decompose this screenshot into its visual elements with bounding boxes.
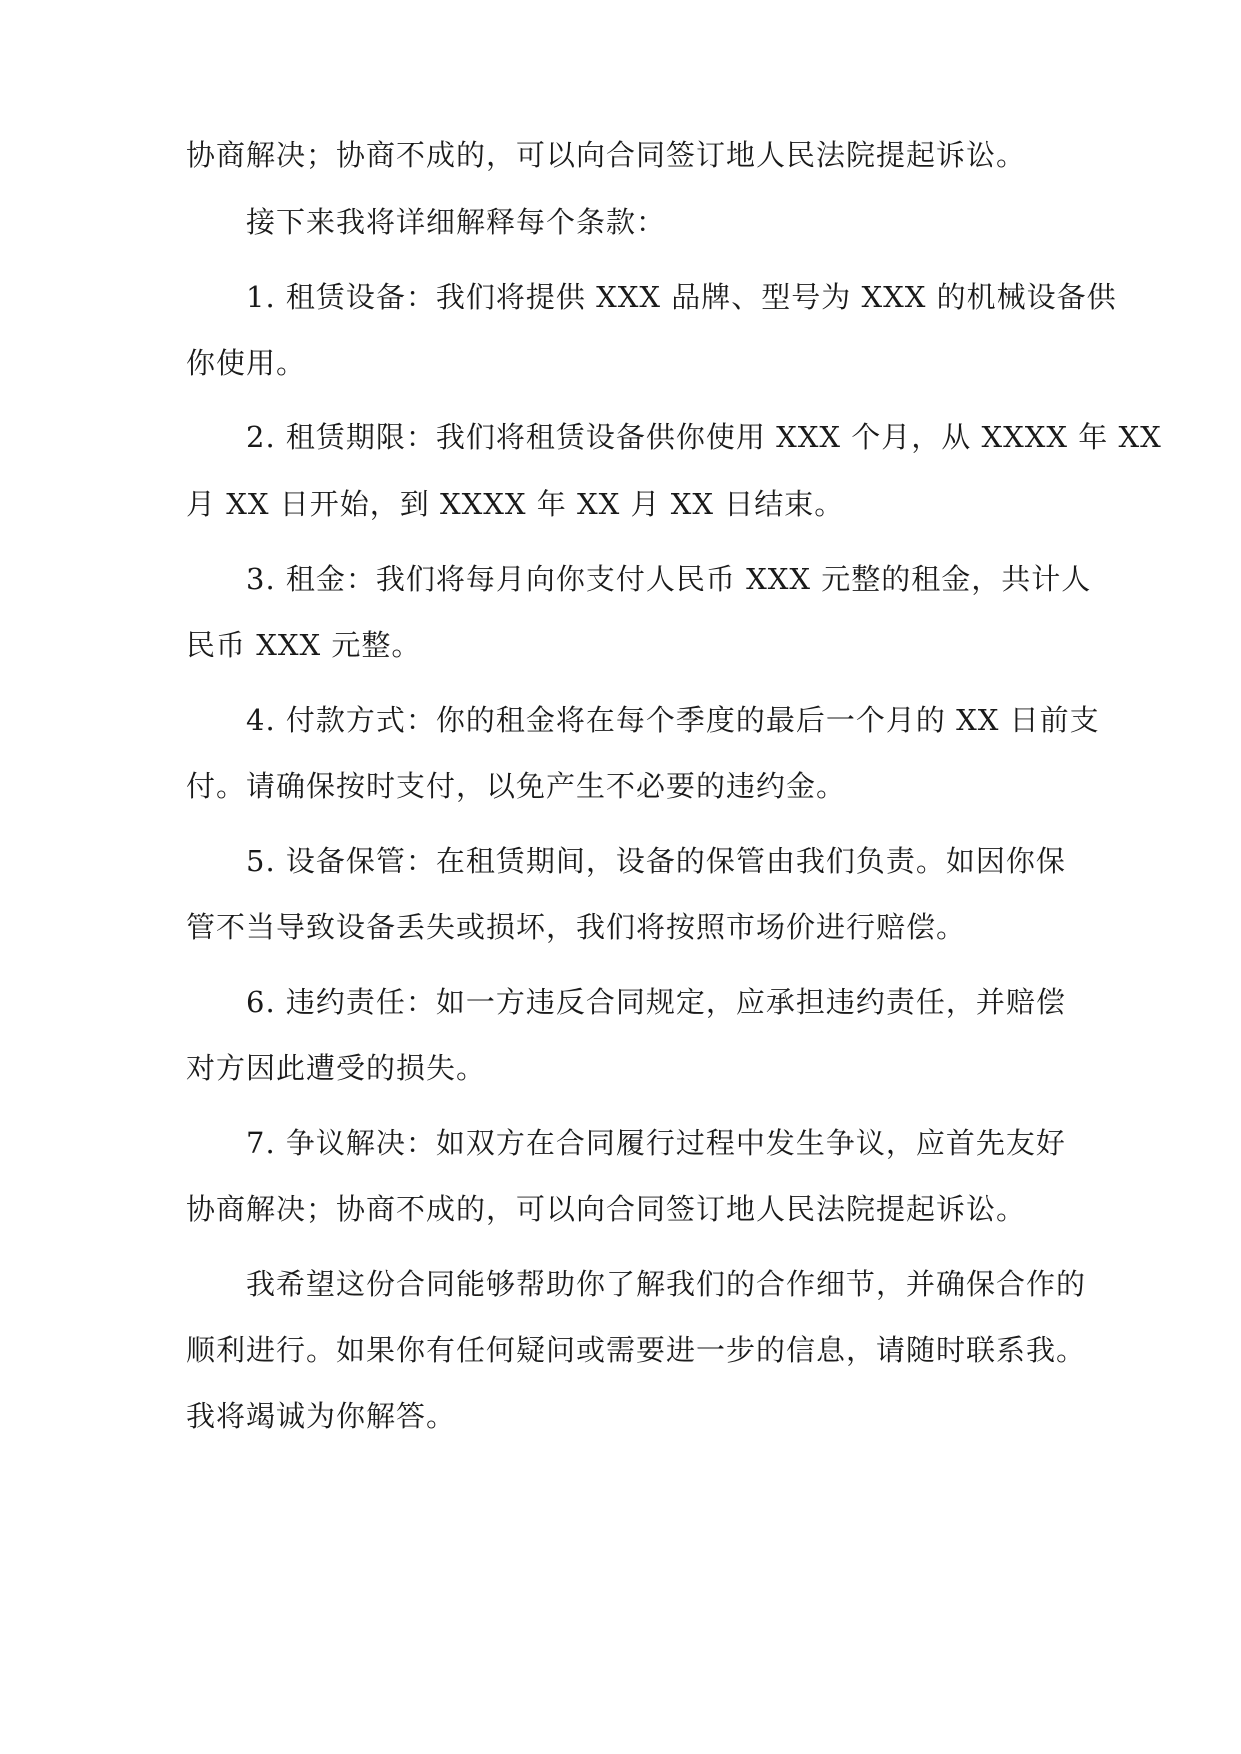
- text-line-11: 5. 设备保管：在租赁期间，设备的保管由我们负责。如因你保: [246, 844, 1066, 878]
- text-line-1: 协商解决；协商不成的，可以向合同签订地人民法院提起诉讼。: [186, 138, 1027, 172]
- text-line-18: 顺利进行。如果你有任何疑问或需要进一步的信息，请随时联系我。: [186, 1333, 1087, 1367]
- text-line-2: 接下来我将详细解释每个条款：: [246, 205, 667, 239]
- text-line-14: 对方因此遭受的损失。: [186, 1051, 487, 1085]
- text-line-4: 你使用。: [186, 346, 307, 380]
- text-line-10: 付。请确保按时支付，以免产生不必要的违约金。: [186, 769, 847, 803]
- text-line-8: 民币 XXX 元整。: [186, 628, 422, 662]
- text-line-13: 6. 违约责任：如一方违反合同规定，应承担违约责任，并赔偿: [246, 985, 1066, 1019]
- text-line-5: 2. 租赁期限：我们将租赁设备供你使用 XXX 个月，从 XXXX 年 XX: [246, 420, 1162, 454]
- text-line-12: 管不当导致设备丢失或损坏，我们将按照市场价进行赔偿。: [186, 910, 967, 944]
- text-line-15: 7. 争议解决：如双方在合同履行过程中发生争议，应首先友好: [246, 1126, 1066, 1160]
- text-line-9: 4. 付款方式：你的租金将在每个季度的最后一个月的 XX 日前支: [246, 703, 1100, 737]
- text-line-7: 3. 租金：我们将每月向你支付人民币 XXX 元整的租金，共计人: [246, 562, 1092, 596]
- text-line-16: 协商解决；协商不成的，可以向合同签订地人民法院提起诉讼。: [186, 1192, 1027, 1226]
- text-line-6: 月 XX 日开始，到 XXXX 年 XX 月 XX 日结束。: [186, 487, 845, 521]
- text-line-17: 我希望这份合同能够帮助你了解我们的合作细节，并确保合作的: [246, 1267, 1087, 1301]
- text-line-19: 我将竭诚为你解答。: [186, 1399, 457, 1433]
- text-line-3: 1. 租赁设备：我们将提供 XXX 品牌、型号为 XXX 的机械设备供: [246, 280, 1117, 314]
